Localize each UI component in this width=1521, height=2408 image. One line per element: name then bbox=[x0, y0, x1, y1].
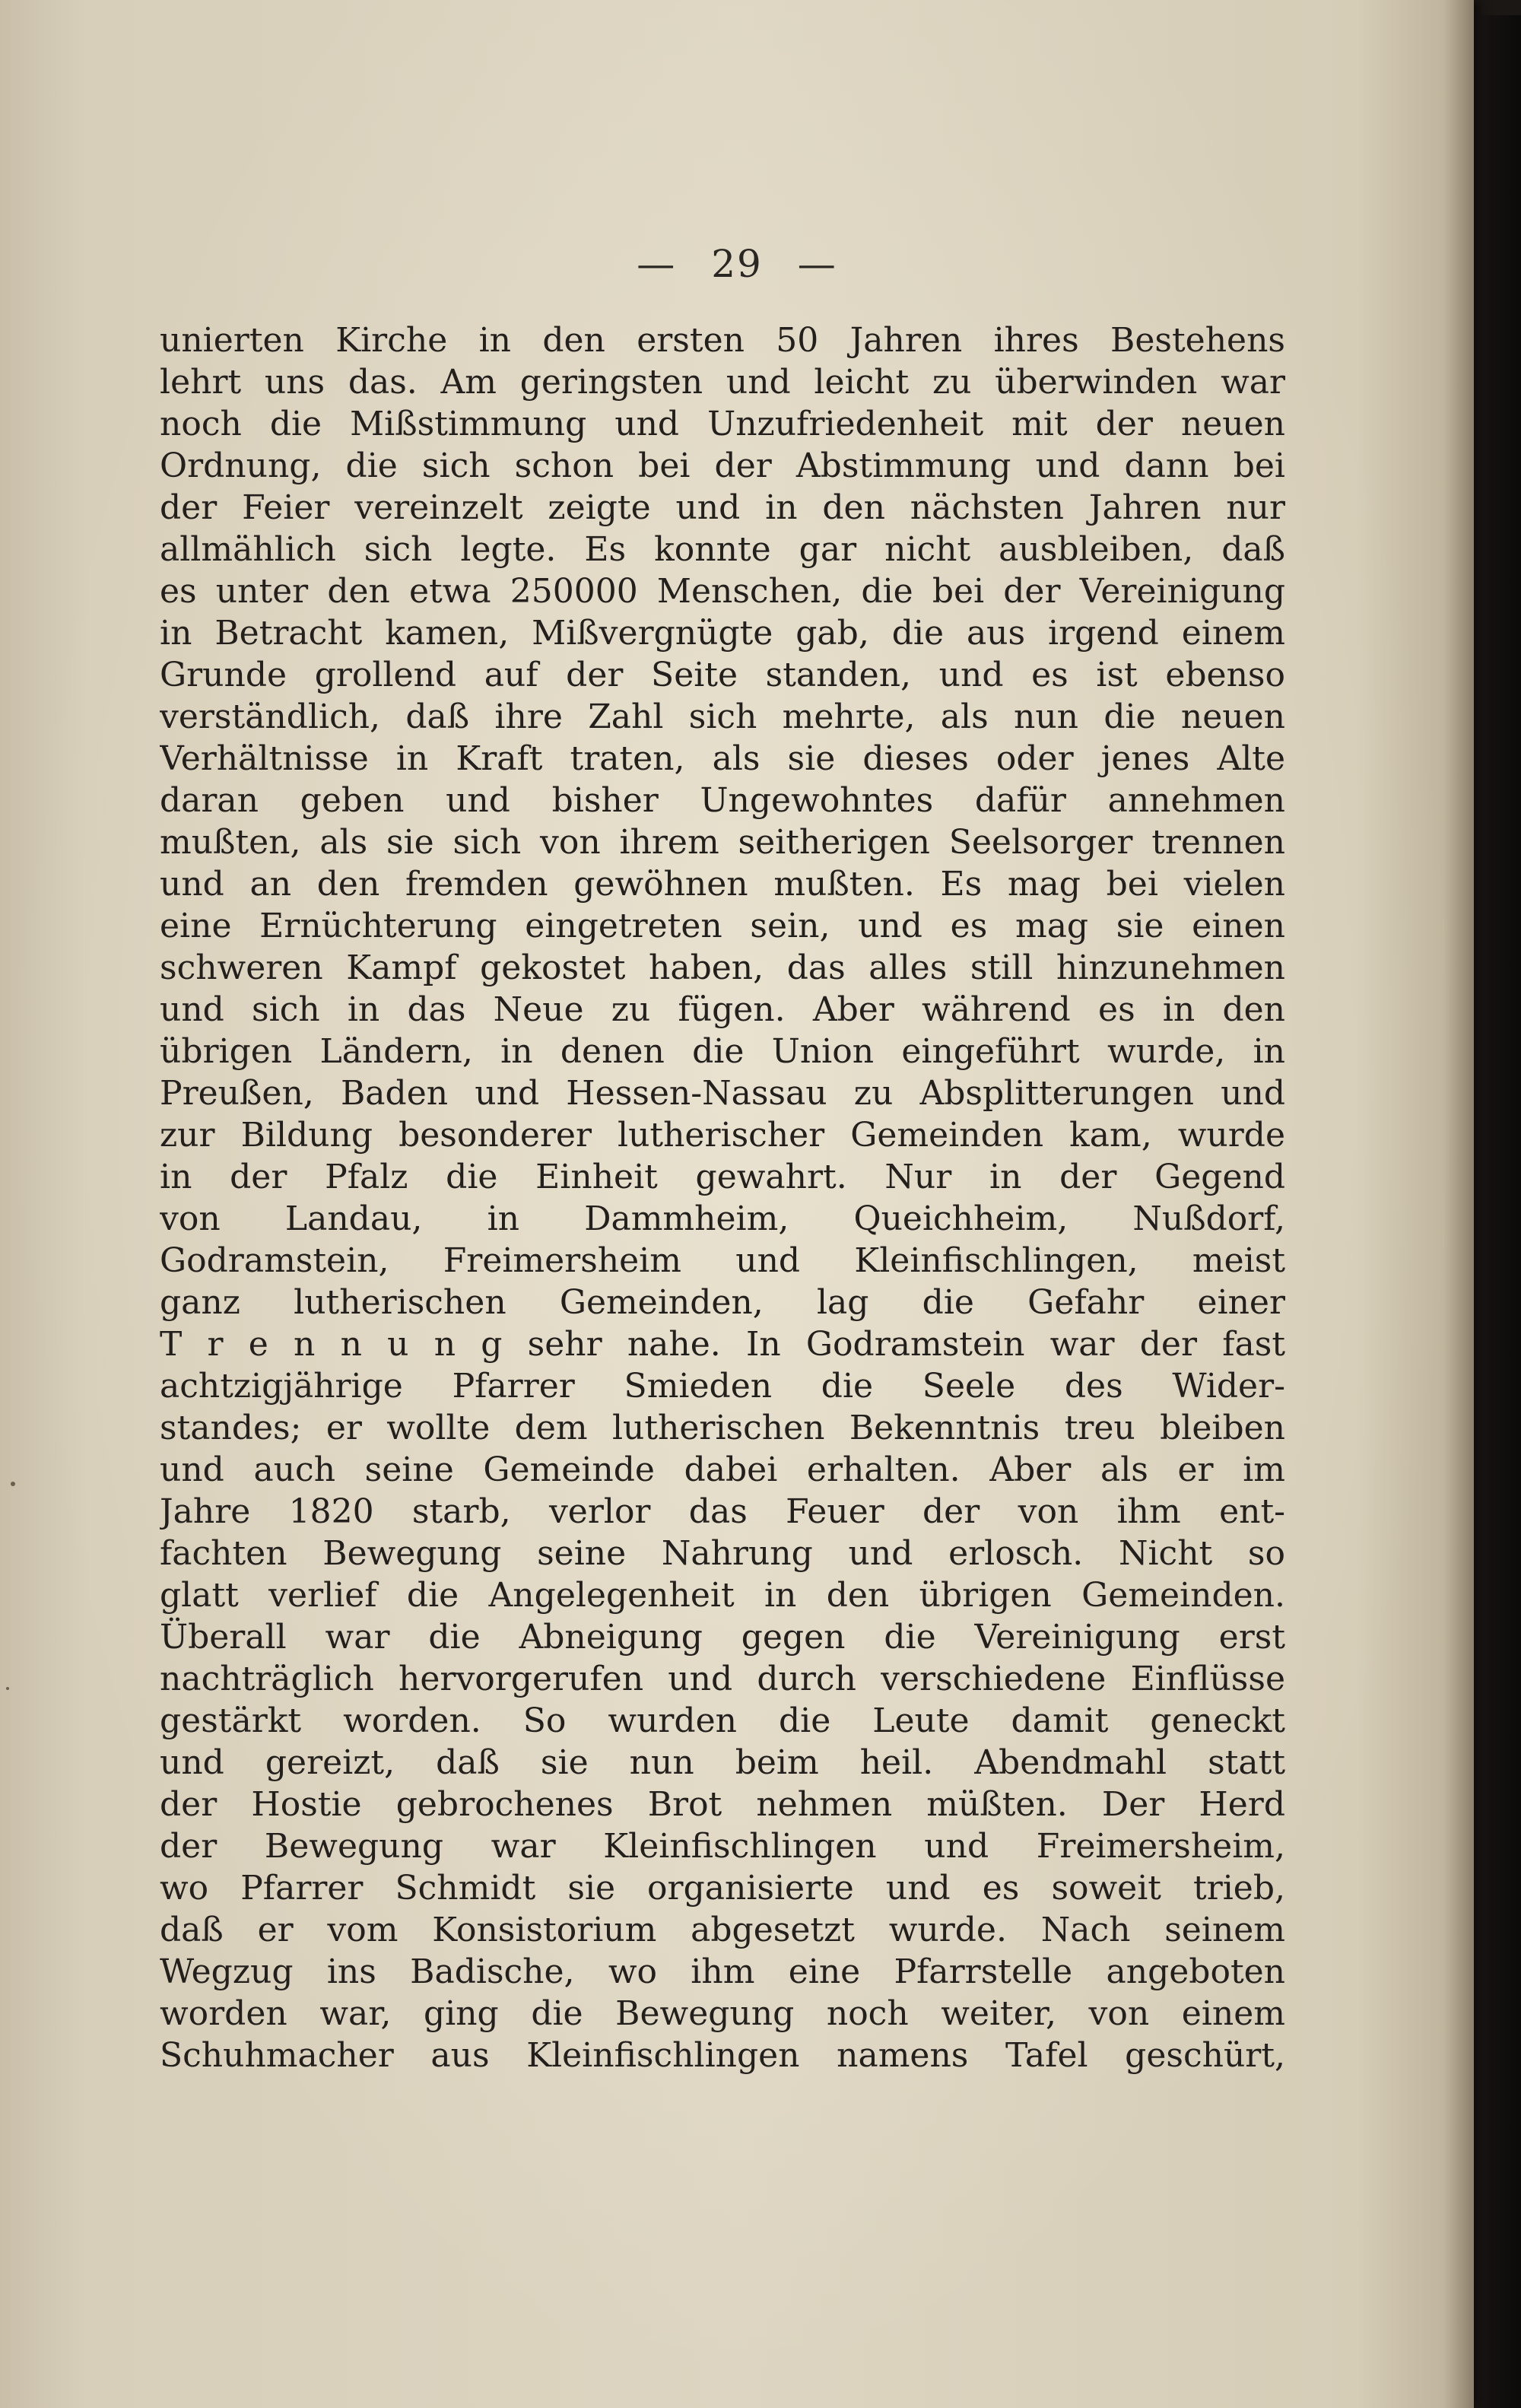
text-line: T r e n n u n g sehr nahe. In Godramstein war der fast bbox=[160, 1325, 1285, 1364]
text-line: Preußen, Baden und Hessen-Nassau zu Absplitterungen und bbox=[160, 1074, 1285, 1113]
text-line: der Hostie gebrochenes Brot nehmen müßten. Der Herd bbox=[160, 1785, 1285, 1824]
text-line: unierten Kirche in den ersten 50 Jahren ihres Bestehens bbox=[160, 321, 1285, 360]
text-line: der Bewegung war Kleinfischlingen und Freimersheim, bbox=[160, 1827, 1285, 1866]
text-line: in der Pfalz die Einheit gewahrt. Nur in der Gegend bbox=[160, 1158, 1285, 1196]
text-line: verständlich, daß ihre Zahl sich mehrte, als nun die neuen bbox=[160, 697, 1285, 736]
text-line: schweren Kampf gekostet haben, das alles still hinzunehmen bbox=[160, 948, 1285, 987]
paper-speck bbox=[11, 1482, 15, 1486]
text-line: standes; er wollte dem lutherischen Bekenntnis treu bleiben bbox=[160, 1409, 1285, 1447]
text-line: und an den fremden gewöhnen mußten. Es mag bei vielen bbox=[160, 865, 1285, 904]
text-line: glatt verlief die Angelegenheit in den übrigen Gemeinden. bbox=[160, 1576, 1285, 1615]
page-number-dash-right: — bbox=[797, 242, 837, 286]
text-line: in Betracht kamen, Mißvergnügte gab, die aus irgend einem bbox=[160, 614, 1285, 653]
text-line: von Landau, in Dammheim, Queichheim, Nußdorf, bbox=[160, 1199, 1285, 1238]
text-line: und auch seine Gemeinde dabei erhalten. Aber als er im bbox=[160, 1450, 1285, 1489]
page-number-header bbox=[0, 242, 1474, 286]
text-line: übrigen Ländern, in denen die Union eingeführt wurde, in bbox=[160, 1032, 1285, 1071]
text-line: und sich in das Neue zu fügen. Aber während es in den bbox=[160, 990, 1285, 1029]
text-line: lehrt uns das. Am geringsten und leicht zu überwinden war bbox=[160, 363, 1285, 402]
text-line: daß er vom Konsistorium abgesetzt wurde. Nach seinem bbox=[160, 1911, 1285, 1949]
text-line: und gereizt, daß sie nun beim heil. Abendmahl statt bbox=[160, 1743, 1285, 1782]
paper-speck bbox=[6, 1687, 9, 1690]
body-text bbox=[160, 319, 1285, 2076]
text-line: ganz lutherischen Gemeinden, lag die Gefahr einer bbox=[160, 1283, 1285, 1322]
text-line: Schuhmacher aus Kleinfischlingen namens Tafel geschürt, bbox=[160, 2036, 1285, 2075]
text-line: Grunde grollend auf der Seite standen, und es ist ebenso bbox=[160, 656, 1285, 694]
text-line: Verhältnisse in Kraft traten, als sie dieses oder jenes Alte bbox=[160, 739, 1285, 778]
page-number-dash-left: — bbox=[637, 242, 677, 286]
text-line: fachten Bewegung seine Nahrung und erlosch. Nicht so bbox=[160, 1534, 1285, 1573]
text-line: eine Ernüchterung eingetreten sein, und es mag sie einen bbox=[160, 907, 1285, 945]
text-line: nachträglich hervorgerufen und durch verschiedene Einflüsse bbox=[160, 1660, 1285, 1698]
text-line: Wegzug ins Badische, wo ihm eine Pfarrstelle angeboten bbox=[160, 1952, 1285, 1991]
text-line: der Feier vereinzelt zeigte und in den nächsten Jahren nur bbox=[160, 488, 1285, 527]
text-line: noch die Mißstimmung und Unzufriedenheit mit der neuen bbox=[160, 405, 1285, 443]
text-line: es unter den etwa 250000 Menschen, die bei der Vereinigung bbox=[160, 572, 1285, 611]
text-line: achtzigjährige Pfarrer Smieden die Seele des Wider- bbox=[160, 1367, 1285, 1406]
text-line: gestärkt worden. So wurden die Leute damit geneckt bbox=[160, 1701, 1285, 1740]
text-line: Jahre 1820 starb, verlor das Feuer der von ihm ent- bbox=[160, 1492, 1285, 1531]
text-line: zur Bildung besonderer lutherischer Gemeinden kam, wurde bbox=[160, 1116, 1285, 1155]
page-number: 29 bbox=[711, 242, 763, 286]
text-line: daran geben und bisher Ungewohntes dafür annehmen bbox=[160, 781, 1285, 820]
text-line: worden war, ging die Bewegung noch weiter, von einem bbox=[160, 1994, 1285, 2033]
text-line: wo Pfarrer Schmidt sie organisierte und es soweit trieb, bbox=[160, 1869, 1285, 1908]
text-line: Ordnung, die sich schon bei der Abstimmung und dann bei bbox=[160, 446, 1285, 485]
text-line: Überall war die Abneigung gegen die Vereinigung erst bbox=[160, 1618, 1285, 1657]
text-line: allmählich sich legte. Es konnte gar nicht ausbleiben, daß bbox=[160, 530, 1285, 569]
text-line: Godramstein, Freimersheim und Kleinfischlingen, meist bbox=[160, 1241, 1285, 1280]
text-line: mußten, als sie sich von ihrem seitherigen Seelsorger trennen bbox=[160, 823, 1285, 862]
